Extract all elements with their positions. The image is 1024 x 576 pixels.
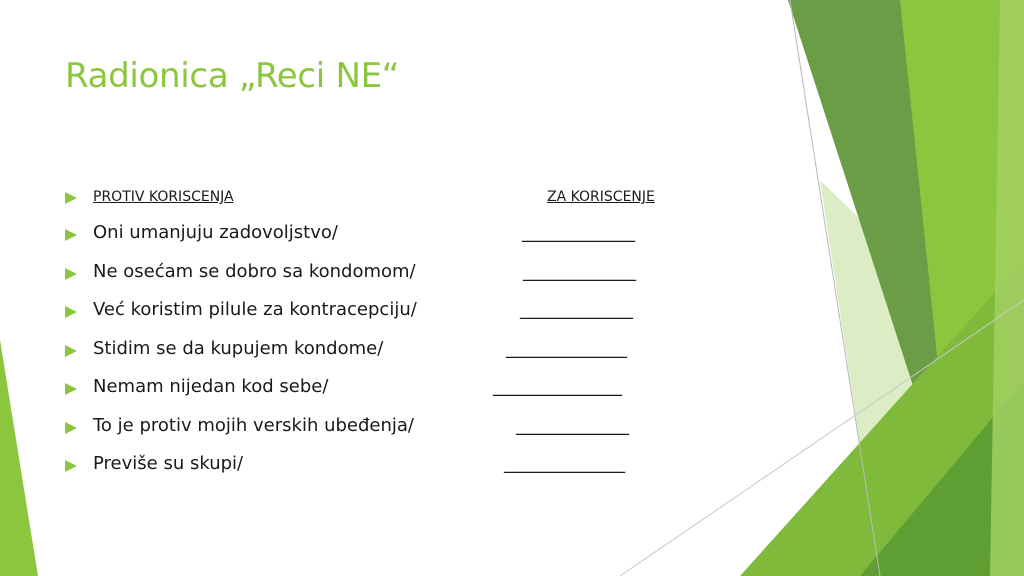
header-for: ZA KORISCENJE	[547, 189, 655, 205]
list-item	[65, 336, 685, 366]
item-text: Nemam nijedan kod sebe/	[93, 376, 329, 397]
list-item	[65, 451, 685, 481]
bullet-triangle-icon	[65, 336, 77, 366]
slide-title: Radionica „Reci NE“	[65, 56, 400, 96]
answer-blank: ______________	[516, 414, 628, 436]
header-against: PROTIV KORISCENJA	[93, 189, 234, 205]
list-item	[65, 413, 685, 443]
answer-blank: ______________	[520, 299, 632, 320]
list-item	[65, 374, 685, 404]
item-text: Previše su skupi/	[93, 453, 244, 474]
answer-blank: ________________	[493, 376, 621, 397]
bullet-triangle-icon	[65, 413, 77, 443]
answer-blank: ______________	[523, 260, 635, 282]
bullet-triangle-icon	[65, 259, 77, 289]
column-headers	[65, 183, 685, 213]
bullet-triangle-icon	[65, 220, 77, 250]
item-text: Već koristim pilule za kontracepciju/	[93, 299, 417, 320]
bullet-triangle-icon	[65, 451, 77, 481]
bullet-triangle-icon	[65, 297, 77, 327]
answer-blank: _______________	[506, 337, 626, 359]
bullet-triangle-icon	[65, 374, 77, 404]
answer-blank: ______________	[522, 222, 634, 243]
list-item	[65, 297, 685, 327]
item-text: Stidim se da kupujem kondome/	[93, 337, 384, 359]
left-green-sliver	[0, 340, 38, 576]
list-item	[65, 220, 685, 250]
item-text: To je protiv mojih verskih ubeđenja/	[93, 414, 414, 436]
list-item	[65, 259, 685, 289]
item-text: Oni umanjuju zadovoljstvo/	[93, 222, 338, 243]
answer-blank: _______________	[504, 453, 624, 474]
item-text: Ne osećam se dobro sa kondomom/	[93, 260, 416, 282]
bullet-triangle-icon	[65, 183, 77, 213]
